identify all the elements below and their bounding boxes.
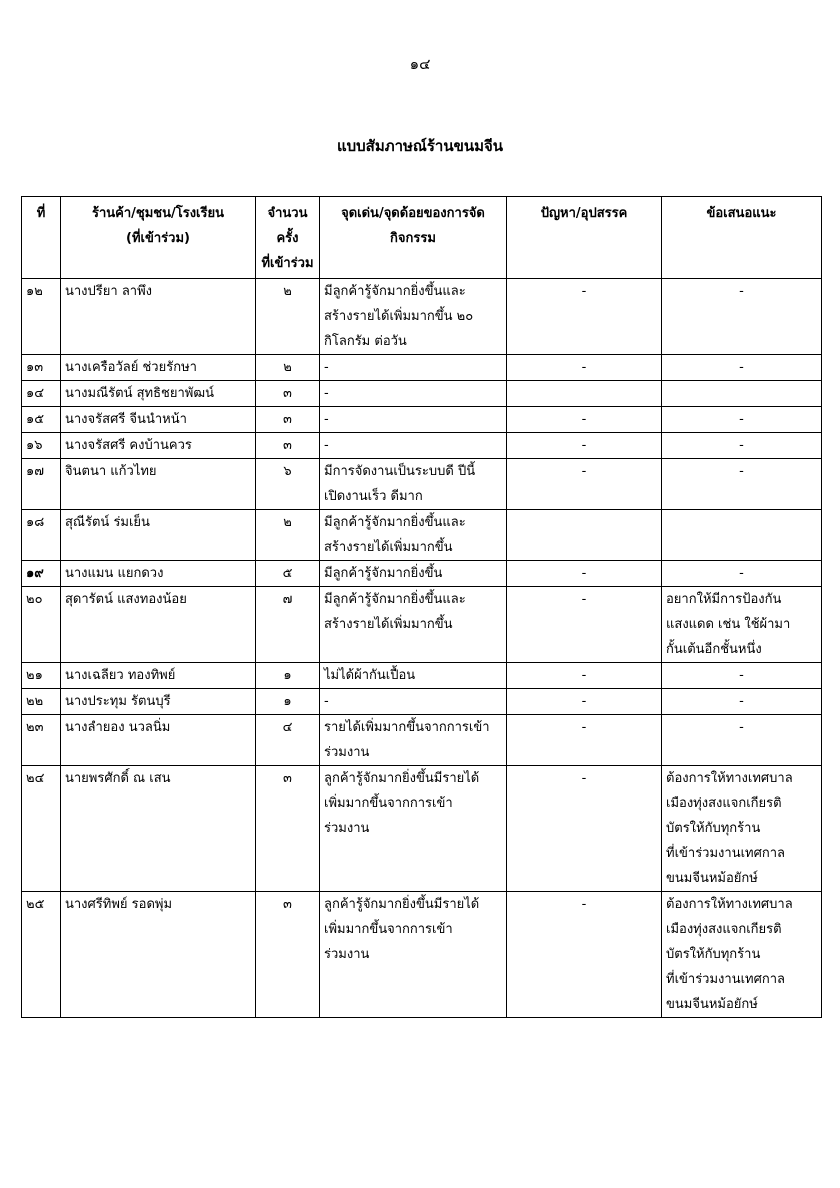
participation-count: ๕ [256, 561, 320, 587]
shop-name: นางเฉลียว ทองทิพย์ [61, 663, 256, 689]
problems-cell [507, 381, 662, 407]
row-number: ๑๕ [22, 407, 61, 433]
shop-name: นายพรศักดิ์ ณ เสน [61, 766, 256, 892]
shop-name: สุณีรัตน์ ร่มเย็น [61, 510, 256, 561]
participation-count: ๔ [256, 715, 320, 766]
shop-name: สุดารัตน์ แสงทองน้อย [61, 587, 256, 663]
problems-cell: - [507, 689, 662, 715]
table-body [22, 279, 822, 1018]
participation-count: ๒ [256, 279, 320, 355]
feedback-cell: - [320, 355, 507, 381]
problems-cell: - [507, 766, 662, 892]
row-number: ๑๖ [22, 433, 61, 459]
shop-name: นางแมน แยกดวง [61, 561, 256, 587]
problems-cell: - [507, 663, 662, 689]
feedback-cell: มีการจัดงานเป็นระบบดี ปีนี้ เปิดงานเร็ว ดีมาก [320, 459, 507, 510]
shop-name: นางปรียา ลาพึง [61, 279, 256, 355]
problems-cell: - [507, 407, 662, 433]
participation-count: ๓ [256, 407, 320, 433]
feedback-cell: ไม่ได้ผ้ากันเปื้อน [320, 663, 507, 689]
suggestions-cell: - [662, 561, 822, 587]
feedback-cell: มีลูกค้ารู้จักมากยิ่งขึ้นและ สร้างรายได้เพิ่มมากขึ้น [320, 587, 507, 663]
table-row [22, 892, 822, 1018]
problems-cell: - [507, 561, 662, 587]
participation-count: ๓ [256, 381, 320, 407]
header-feedback: จุดเด่น/จุดด้อยของการจัด กิจกรรม [320, 197, 507, 279]
suggestions-cell: - [662, 715, 822, 766]
table-row [22, 561, 822, 587]
table-row [22, 715, 822, 766]
header-count: จำนวน ครั้ง ที่เข้าร่วม [256, 197, 320, 279]
feedback-cell: มีลูกค้ารู้จักมากยิ่งขึ้น [320, 561, 507, 587]
participation-count: ๓ [256, 433, 320, 459]
table-header-row [22, 197, 822, 279]
suggestions-cell [662, 381, 822, 407]
suggestions-cell: - [662, 407, 822, 433]
suggestions-cell: - [662, 433, 822, 459]
suggestions-cell: - [662, 663, 822, 689]
feedback-cell: มีลูกค้ารู้จักมากยิ่งขึ้นและ สร้างรายได้เพิ่มมากขึ้น ๒๐ กิโลกรัม ต่อวัน [320, 279, 507, 355]
problems-cell: - [507, 587, 662, 663]
shop-name: จินตนา แก้วไทย [61, 459, 256, 510]
page-number: ๑๔ [409, 55, 431, 73]
problems-cell: - [507, 355, 662, 381]
suggestions-cell: - [662, 689, 822, 715]
problems-cell: - [507, 459, 662, 510]
table-row [22, 663, 822, 689]
shop-name: นางมณีรัตน์ สุทธิชยาพัฒน์ [61, 381, 256, 407]
shop-name: นางประทุม รัตนบุรี [61, 689, 256, 715]
shop-name: นางเครือวัลย์ ช่วยรักษา [61, 355, 256, 381]
participation-count: ๒ [256, 510, 320, 561]
participation-count: ๓ [256, 766, 320, 892]
feedback-cell: - [320, 407, 507, 433]
participation-count: ๒ [256, 355, 320, 381]
table-row [22, 689, 822, 715]
row-number: ๑๔ [22, 381, 61, 407]
feedback-cell: มีลูกค้ารู้จักมากยิ่งขึ้นและ สร้างรายได้เพิ่มมากขึ้น [320, 510, 507, 561]
row-number: ๑๓ [22, 355, 61, 381]
row-number: ๒๐ [22, 587, 61, 663]
feedback-cell: ลูกค้ารู้จักมากยิ่งขึ้นมีรายได้ เพิ่มมากขึ้นจากการเข้า ร่วมงาน [320, 892, 507, 1018]
suggestions-cell: - [662, 279, 822, 355]
suggestions-cell: - [662, 459, 822, 510]
problems-cell: - [507, 433, 662, 459]
participation-count: ๓ [256, 892, 320, 1018]
row-number: ๑๒ [22, 279, 61, 355]
participation-count: ๗ [256, 587, 320, 663]
table-row [22, 766, 822, 892]
table-row [22, 433, 822, 459]
suggestions-cell: อยากให้มีการป้องกัน แสงแดด เช่น ใช้ผ้ามา กั้นเต้นอีกชั้นหนึ่ง [662, 587, 822, 663]
suggestions-cell: - [662, 355, 822, 381]
document-title: แบบสัมภาษณ์ร้านขนมจีน [336, 137, 504, 155]
problems-cell: - [507, 715, 662, 766]
row-number: ๒๑ [22, 663, 61, 689]
problems-cell: - [507, 892, 662, 1018]
header-shop: ร้านค้า/ชุมชน/โรงเรียน (ที่เข้าร่วม) [61, 197, 256, 279]
interview-table [21, 196, 822, 1018]
suggestions-cell [662, 510, 822, 561]
feedback-cell: - [320, 689, 507, 715]
header-suggestions: ข้อเสนอแนะ [662, 197, 822, 279]
row-number: ๑๙ [22, 561, 61, 587]
table-row [22, 459, 822, 510]
shop-name: นางจรัสศรี จีนนำหน้า [61, 407, 256, 433]
feedback-cell: รายได้เพิ่มมากขึ้นจากการเข้า ร่วมงาน [320, 715, 507, 766]
problems-cell [507, 510, 662, 561]
row-number: ๒๕ [22, 892, 61, 1018]
suggestions-cell: ต้องการให้ทางเทศบาล เมืองทุ่งสงแจกเกียรติ บัตรให้กับทุกร้าน ที่เข้าร่วมงานเทศกาล ขนมจีนหม้อยักษ์ [662, 892, 822, 1018]
table-row [22, 587, 822, 663]
table-row [22, 279, 822, 355]
header-no: ที่ [22, 197, 61, 279]
table-row [22, 381, 822, 407]
feedback-cell: ลูกค้ารู้จักมากยิ่งขึ้นมีรายได้ เพิ่มมากขึ้นจากการเข้า ร่วมงาน [320, 766, 507, 892]
suggestions-cell: ต้องการให้ทางเทศบาล เมืองทุ่งสงแจกเกียรติ บัตรให้กับทุกร้าน ที่เข้าร่วมงานเทศกาล ขนมจีนหม้อยักษ์ [662, 766, 822, 892]
table-row [22, 510, 822, 561]
participation-count: ๑ [256, 689, 320, 715]
row-number: ๑๗ [22, 459, 61, 510]
feedback-cell: - [320, 381, 507, 407]
header-problems: ปัญหา/อุปสรรค [507, 197, 662, 279]
shop-name: นางลำยอง นวลนิ่ม [61, 715, 256, 766]
row-number: ๒๓ [22, 715, 61, 766]
feedback-cell: - [320, 433, 507, 459]
shop-name: นางจรัสศรี คงบ้านควร [61, 433, 256, 459]
row-number: ๒๔ [22, 766, 61, 892]
participation-count: ๑ [256, 663, 320, 689]
participation-count: ๖ [256, 459, 320, 510]
problems-cell: - [507, 279, 662, 355]
table-row [22, 407, 822, 433]
shop-name: นางศรีทิพย์ รอดพุ่ม [61, 892, 256, 1018]
row-number: ๑๘ [22, 510, 61, 561]
row-number: ๒๒ [22, 689, 61, 715]
table-row [22, 355, 822, 381]
